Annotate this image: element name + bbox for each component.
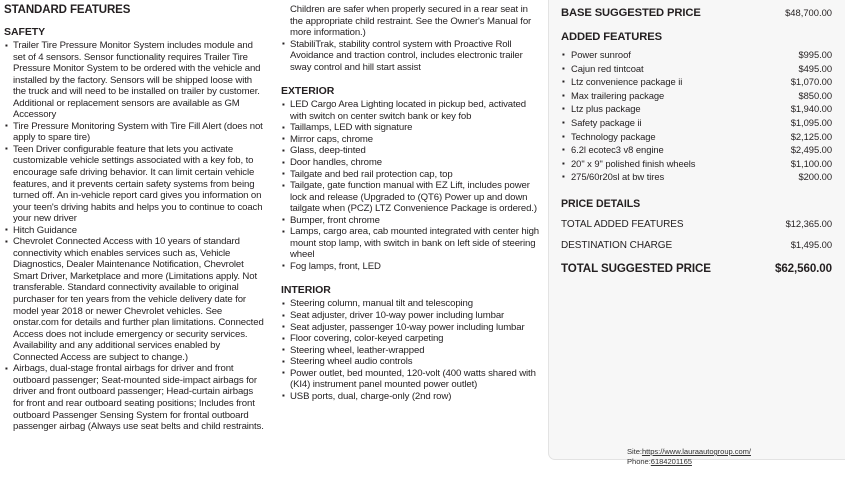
list-item: ▪ StabiliTrak, stability control system with Proactive Roll Avoidance and traction control, includes electronic trailer sway control and hill start assist	[281, 39, 543, 74]
list-item: ▪ Fog lamps, front, LED	[281, 261, 543, 273]
price-details-heading: PRICE DETAILS	[561, 197, 641, 210]
pricing-panel	[548, 0, 845, 460]
middle-feature-column	[281, 4, 543, 402]
added-feature-label: ▪ 275/60r20sl at bw tires	[571, 171, 665, 183]
table-row	[561, 157, 832, 171]
list-item: ▪ Tire Pressure Monitoring System with Tire Fill Alert (does not apply to spare tire)	[4, 121, 266, 144]
list-item: ▪ USB ports, dual, charge-only (2nd row)	[281, 391, 543, 403]
list-item: ▪ Steering column, manual tilt and telescoping	[281, 298, 543, 310]
table-row	[561, 75, 832, 89]
added-feature-amount: $1,940.00	[790, 103, 832, 115]
dealer-site-line	[627, 447, 751, 457]
price-detail-amount: $12,365.00	[785, 217, 832, 229]
total-price-label: TOTAL SUGGESTED PRICE	[561, 261, 711, 275]
added-feature-label: ▪ Technology package	[571, 130, 656, 142]
list-item: ▪ Chevrolet Connected Access with 10 years of standard connectivity which enables services such as, Vehicle Diagnostics, Dealer Maintenance Notification, Chevrolet Smart Driver, Marketplace and more (Limitations apply. Not transferable. Standard connectivity available to original purchaser for ten years from the vehicle delivery date for model year 2018 or newer Chevrolet vehicles. See onstar.com for details and further plan limitations. Connected Access does not include emergency or security services. Availability and any additional services enabled by Connected Access are subject to change.)	[4, 236, 266, 363]
list-item: ▪ Teen Driver configurable feature that lets you activate customizable vehicle settings associated with a key fob, to encourage safe driving behavior. It can limit certain vehicle features, and it prevents certain safety systems from being turned off. An in-vehicle report card gives you information on your teen's driving habits and helps you to continue to coach your new driver	[4, 144, 266, 225]
section-heading-exterior: EXTERIOR	[281, 85, 335, 98]
list-item: ▪ Hitch Guidance	[4, 225, 266, 237]
price-detail-row	[561, 217, 832, 232]
added-features-heading: ADDED FEATURES	[561, 31, 662, 43]
list-item: ▪ Taillamps, LED with signature	[281, 122, 543, 134]
added-feature-label: ▪ 6.2l ecotec3 v8 engine	[571, 144, 664, 156]
added-feature-label: ▪ Power sunroof	[571, 49, 631, 60]
list-item: ▪ Steering wheel, leather-wrapped	[281, 345, 543, 357]
section-heading-safety: SAFETY	[4, 26, 46, 38]
table-row	[561, 48, 832, 62]
table-row	[561, 89, 832, 103]
list-item: ▪ Trailer Tire Pressure Monitor System includes module and set of 4 sensors. Sensor functionality requires Trailer Tire Pressure Monitor System to be ordered with the vehicle and installed by the factory. Sensors will be shipped loose with the truck and will need to be installed on trailer by customer. Additional or replacement sensors are available as GM Accessory	[4, 40, 266, 121]
added-feature-amount: $1,070.00	[790, 76, 832, 88]
phone-label: Phone:	[627, 456, 651, 466]
added-feature-amount: $2,495.00	[790, 144, 832, 156]
list-item: ▪ Mirror caps, chrome	[281, 134, 543, 146]
added-feature-amount: $2,125.00	[790, 130, 832, 142]
dealer-phone-line	[627, 457, 751, 467]
added-feature-amount: $200.00	[798, 171, 832, 183]
list-item: ▪ Power outlet, bed mounted, 120-volt (400 watts shared with (KI4) instrument panel mounted power outlet)	[281, 368, 543, 391]
list-item: ▪ Seat adjuster, driver 10-way power including lumbar	[281, 310, 543, 322]
base-price-row	[561, 5, 832, 21]
added-feature-label: ▪ Cajun red tintcoat	[571, 62, 644, 74]
page-title: STANDARD FEATURES	[4, 4, 131, 16]
list-item: ▪ Steering wheel audio controls	[281, 356, 543, 368]
dealer-phone-link[interactable]: 6184201165	[650, 456, 692, 466]
list-item: ▪ Tailgate, gate function manual with EZ Lift, includes power lock and release (Upgraded to (QT6) Power up and down tailgate when (PCZ) LTZ Convenience Package is ordered.)	[281, 180, 543, 215]
list-item: ▪ Tailgate and bed rail protection cap, top	[281, 169, 543, 181]
list-item: ▪ Lamps, cargo area, cab mounted integrated with center high mount stop lamp, with switch in bank on left side of steering wheel	[281, 226, 543, 261]
list-item: ▪ Seat adjuster, passenger 10-way power including lumbar	[281, 322, 543, 334]
list-item: ▪ LED Cargo Area Lighting located in pickup bed, activated with switch on center switch bank or key fob	[281, 99, 543, 122]
added-feature-amount: $1,095.00	[790, 116, 832, 128]
interior-feature-list	[281, 298, 543, 402]
added-feature-amount: $1,100.00	[790, 157, 832, 169]
table-row	[561, 62, 832, 76]
safety-feature-list	[4, 40, 266, 433]
list-item-continuation: Children are safer when properly secured in a rear seat in the appropriate child restraint. See the Owner's Manual for more information.)	[290, 4, 532, 39]
added-feature-amount: $495.00	[798, 62, 832, 74]
dealer-contact-info	[627, 447, 751, 466]
exterior-feature-list	[281, 99, 543, 272]
added-feature-amount: $995.00	[798, 49, 832, 60]
price-detail-row	[561, 238, 832, 253]
list-item: ▪ Airbags, dual-stage frontal airbags for driver and front outboard passenger; Seat-mounted side-impact airbags for driver and front outboard passenger; Head-curtain airbags for front and rear outboard seating positions; Includes front outboard Passenger Sensing System for frontal outboard passenger airbag (Always use seat belts and child restraints.	[4, 363, 266, 432]
safety-continuation-list	[281, 4, 543, 73]
total-price-row	[561, 261, 832, 277]
total-price-amount: $62,560.00	[774, 261, 832, 275]
table-row	[561, 130, 832, 144]
list-item: ▪ Floor covering, color-keyed carpeting	[281, 333, 543, 345]
added-feature-label: ▪ 20" x 9" polished finish wheels	[571, 157, 696, 169]
table-row	[561, 170, 832, 184]
price-detail-label: TOTAL ADDED FEATURES	[561, 218, 684, 230]
added-feature-label: ▪ Ltz convenience package ii	[571, 76, 683, 88]
list-item: ▪ Door handles, chrome	[281, 157, 543, 169]
added-feature-label: ▪ Ltz plus package	[571, 103, 641, 115]
table-row	[561, 143, 832, 157]
site-label: Site:	[627, 447, 642, 456]
list-item: ▪ Bumper, front chrome	[281, 215, 543, 227]
price-detail-amount: $1,495.00	[790, 238, 832, 250]
left-feature-column	[4, 4, 266, 433]
added-feature-label: ▪ Safety package ii	[571, 116, 642, 128]
section-heading-interior: INTERIOR	[281, 284, 331, 297]
dealer-site-link[interactable]: https://www.lauraautogroup.com/	[641, 447, 751, 456]
base-price-label: BASE SUGGESTED PRICE	[561, 7, 701, 19]
list-item: ▪ Glass, deep-tinted	[281, 145, 543, 157]
price-detail-label: DESTINATION CHARGE	[561, 239, 673, 251]
base-price-amount: $48,700.00	[785, 7, 832, 18]
table-row	[561, 102, 832, 116]
added-feature-amount: $850.00	[798, 89, 832, 101]
table-row	[561, 116, 832, 130]
added-feature-label: ▪ Max trailering package	[571, 89, 665, 101]
added-features-list	[561, 48, 832, 184]
